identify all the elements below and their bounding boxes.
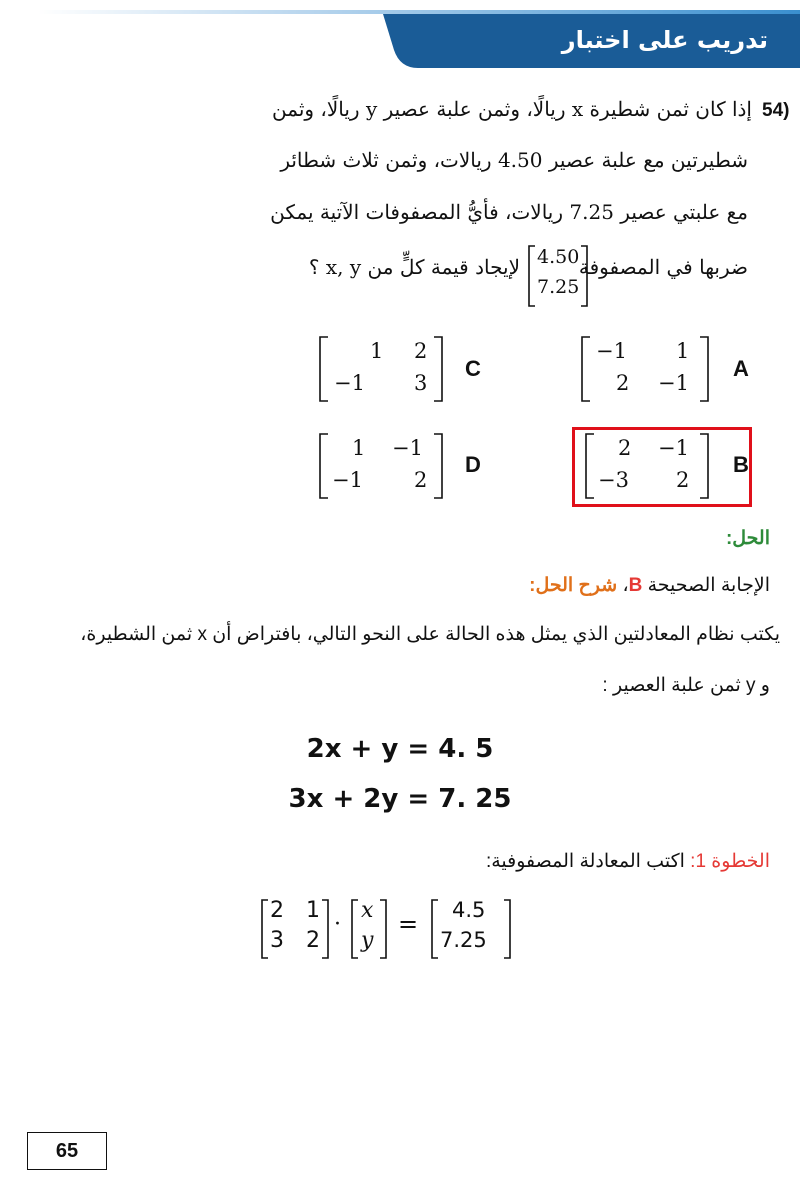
step-1-text: اكتب المعادلة المصفوفية:: [485, 851, 685, 872]
matrix-eq-equals: =: [398, 910, 419, 938]
option-c-cell-21: −1: [334, 371, 365, 395]
option-d-label[interactable]: D: [465, 452, 481, 477]
step-1-label: الخطوة 1:: [690, 851, 770, 872]
answer-letter: B: [628, 575, 643, 596]
option-a-label[interactable]: A: [733, 356, 749, 381]
option-c-matrix[interactable]: [318, 335, 444, 403]
matrix-eq-c: [430, 898, 512, 960]
option-b-cell-21: −3: [598, 468, 629, 492]
matrix-eq-a: [260, 898, 330, 960]
given-cell-1: 4.50: [537, 246, 580, 268]
matrix-eq-a-12: 1: [306, 898, 320, 923]
option-c-cell-11: 1: [370, 339, 384, 363]
option-b-matrix[interactable]: [584, 432, 710, 500]
solution-line-1: يكتب نظام المعادلتين الذي يمثل هذه الحالة على النحو التالي، بافتراض أن x ثمن الشطيرة،: [80, 624, 780, 645]
question-line-4b: لإيجاد قيمة كلٍّ من x, y ؟: [308, 255, 520, 279]
option-a-cell-21: 2: [616, 371, 630, 395]
equation-1: 2x + y = 4. 5: [306, 734, 494, 764]
given-cell-2: 7.25: [537, 276, 580, 298]
question-number: 54): [762, 100, 790, 121]
option-a-cell-22: −1: [658, 371, 689, 395]
option-c-label[interactable]: C: [465, 356, 481, 381]
equation-2: 3x + 2y = 7. 25: [288, 784, 512, 814]
matrix-eq-a-21: 3: [270, 928, 284, 953]
option-b-cell-11: 2: [618, 436, 632, 460]
option-b-label[interactable]: B: [733, 452, 749, 477]
option-a-cell-11: −1: [596, 339, 627, 363]
question-line-1: إذا كان ثمن شطيرة x ريالًا، وثمن علبة عصير y ريالًا، وثمن: [272, 97, 752, 121]
matrix-eq-dot: ·: [334, 912, 341, 937]
option-d-cell-22: 2: [414, 468, 428, 492]
matrix-eq-b-2: y: [361, 928, 374, 953]
answer-separator: ،: [622, 575, 629, 596]
explain-label: شرح الحل:: [529, 575, 618, 596]
option-d-cell-11: 1: [352, 436, 366, 460]
option-c-cell-22: 3: [414, 371, 428, 395]
option-c-cell-12: 2: [414, 339, 428, 363]
question-line-4a: ضربها في المصفوفة: [578, 255, 748, 279]
question-line-3: مع علبتي عصير 7.25 ريالات، فأيُّ المصفوفات الآتية يمكن: [270, 200, 748, 224]
question-line-2: شطيرتين مع علبة عصير 4.50 ريالات، وثمن ثلاث شطائر: [280, 148, 748, 172]
option-a-matrix[interactable]: [580, 335, 710, 403]
step-1-line: [486, 850, 770, 873]
option-d-matrix[interactable]: [318, 432, 444, 500]
matrix-eq-a-22: 2: [306, 928, 320, 953]
matrix-eq-a-11: 2: [270, 898, 284, 923]
option-d-cell-21: −1: [332, 468, 363, 492]
matrix-eq-c-2: 7.25: [440, 928, 487, 952]
option-b-cell-22: 2: [676, 468, 690, 492]
answer-prefix: الإجابة الصحيحة: [647, 575, 770, 596]
header-banner: [38, 10, 800, 68]
solution-line-2: و y ثمن علبة العصير :: [602, 675, 770, 696]
answer-line: [529, 574, 770, 597]
matrix-eq-c-1: 4.5: [452, 898, 486, 922]
matrix-eq-b: [350, 898, 388, 960]
option-d-cell-12: −1: [392, 436, 423, 460]
option-a-cell-12: 1: [676, 339, 690, 363]
matrix-eq-b-1: x: [361, 898, 374, 923]
section-title: تدريب على اختبار: [561, 26, 768, 54]
page-number: 65: [27, 1132, 107, 1170]
given-matrix: [527, 244, 589, 308]
option-b-cell-12: −1: [658, 436, 689, 460]
solution-heading: الحل:: [725, 528, 770, 549]
